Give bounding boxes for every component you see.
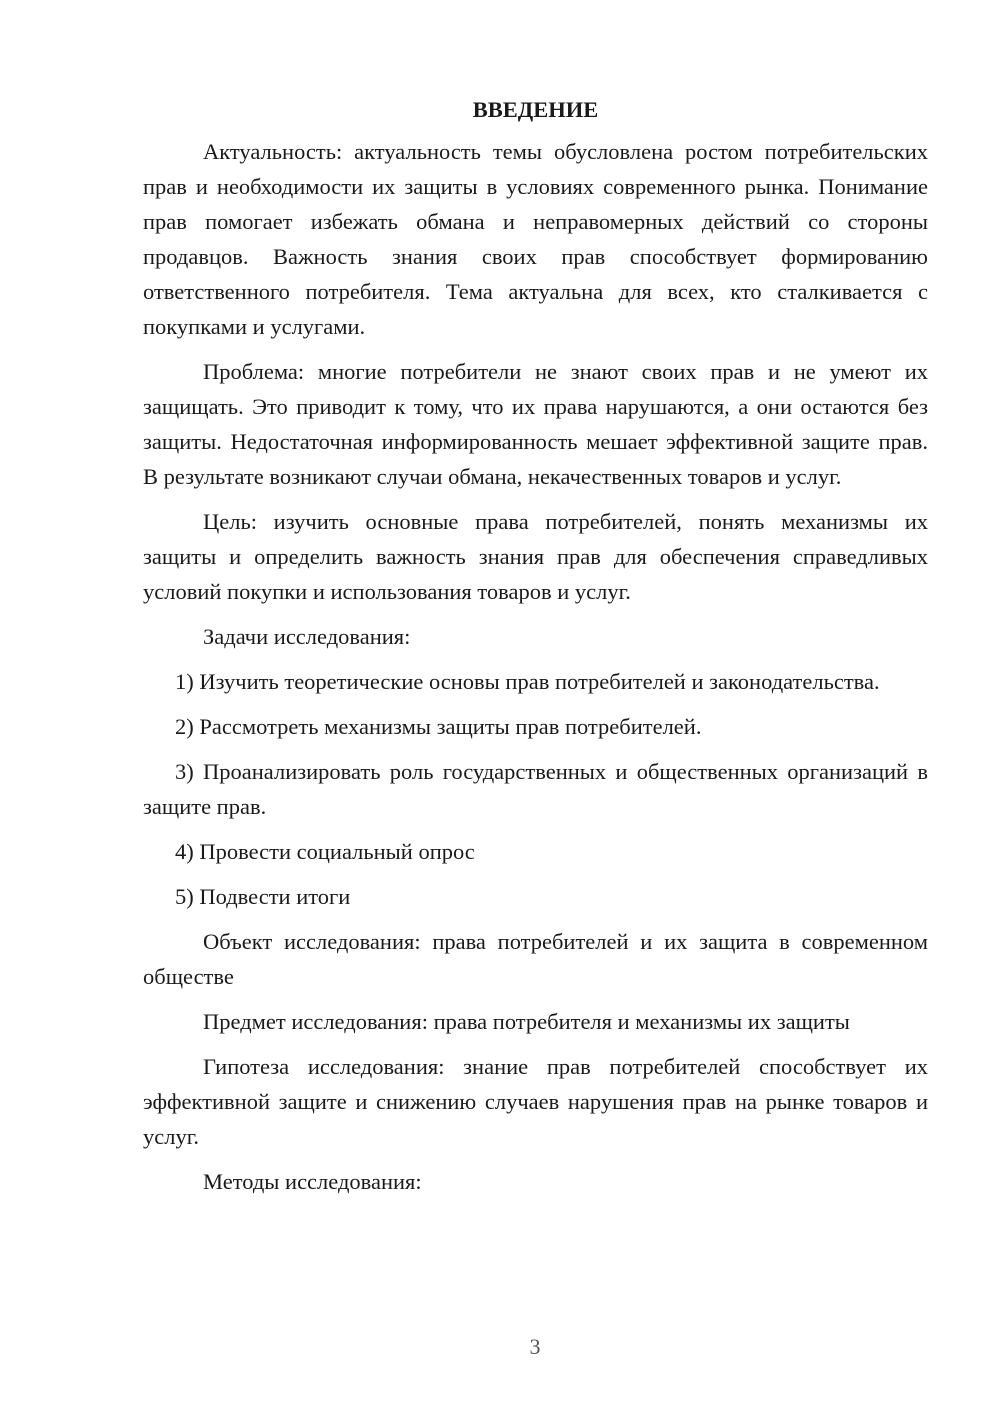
tasks-heading: Задачи исследования:: [203, 624, 411, 649]
task-item-3: 3) Проанализировать роль государственных и общественных организаций в защите прав.: [143, 759, 928, 819]
task-item-4: 4) Провести социальный опрос: [175, 839, 475, 864]
paragraph-subject: Предмет исследования: права потребителя и механизмы их защиты: [203, 1009, 850, 1034]
paragraph-goal: Цель: изучить основные права потребителей, понять механизмы их защиты и определить важность знания прав для обеспечения справедливых условий покупки и использования товаров и услуг.: [143, 509, 928, 604]
paragraph-problem: Проблема: многие потребители не знают своих прав и не умеют их защищать. Это приводит к тому, что их права нарушаются, а они остаются без защиты. Недостаточная информированность мешает эффективной защите прав. В результате возникают случаи обмана, некачественных товаров и услуг.: [143, 359, 928, 489]
page-number: 3: [529, 1334, 541, 1359]
paragraph-object: Объект исследования: права потребителей и их защита в современном обществе: [143, 929, 928, 989]
document-page: [143, 96, 928, 1209]
methods-heading: Методы исследования:: [203, 1169, 422, 1194]
task-item-2: 2) Рассмотреть механизмы защиты прав потребителей.: [175, 714, 702, 739]
page-title: ВВЕДЕНИЕ: [472, 97, 599, 122]
task-item-5: 5) Подвести итоги: [175, 884, 351, 909]
task-item-1: 1) Изучить теоретические основы прав потребителей и законодательства.: [175, 669, 880, 694]
paragraph-relevance: Актуальность: актуальность темы обусловлена ростом потребительских прав и необходимости их защиты в условиях современного рынка. Понимание прав помогает избежать обмана и неправомерных действий со стороны продавцов. Важность знания своих прав способствует формированию ответственного потребителя. Тема актуальна для всех, кто сталкивается с покупками и услугами.: [143, 139, 928, 339]
paragraph-hypothesis: Гипотеза исследования: знание прав потребителей способствует их эффективной защите и снижению случаев нарушения прав на рынке товаров и услуг.: [143, 1054, 928, 1149]
